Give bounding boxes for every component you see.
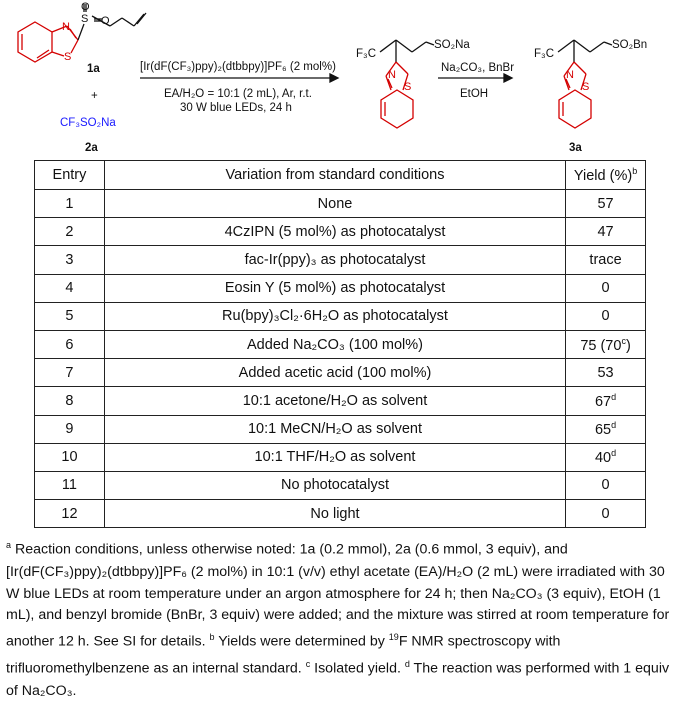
- yield-cell: [566, 274, 646, 302]
- yield-cell-text: 65: [594, 422, 612, 438]
- yield-cell: [566, 246, 646, 274]
- entry-cell-text: 3: [65, 251, 74, 268]
- table-row: [35, 443, 646, 471]
- catalyst-label: [Ir(dF(CF₃)ppy)₂(dtbbpy)]PF₆ (2 mol%): [140, 61, 336, 73]
- yield-cell: [566, 359, 646, 387]
- table-row: [35, 246, 646, 274]
- variation-cell: [104, 387, 565, 415]
- entry-cell: [35, 330, 105, 358]
- atom-S: S: [64, 51, 72, 63]
- entry-cell-text: 8: [65, 392, 74, 409]
- intermediate-cf3: F₃C: [356, 48, 377, 60]
- variation-cell: [104, 500, 565, 528]
- footnote-d: The reaction was performed with 1 equiv of Na₂CO₃.: [6, 660, 670, 699]
- footnote-mark: a: [6, 540, 12, 550]
- variation-cell-text: 4CzIPN (5 mol%) as photocatalyst: [224, 223, 446, 240]
- yield-cell-text: 47: [597, 223, 614, 240]
- atom-N: N: [62, 21, 70, 33]
- variation-cell: [104, 218, 565, 246]
- variation-cell-text: fac-Ir(ppy)₃ as photocatalyst: [244, 251, 426, 268]
- atom-S: S: [582, 81, 590, 93]
- yield-cell-text: 0: [601, 308, 610, 325]
- atom-S: S: [81, 13, 89, 25]
- table-header-row: [35, 161, 646, 190]
- reactant-2a-formula: CF₃SO₂Na: [60, 117, 116, 129]
- footnote-a: Reaction conditions, unless otherwise noted: 1a (0.2 mmol), 2a (0.6 mmol, 3 equiv), and [Ir(dF(CF₃)ppy)₂(dtbbpy)]PF₆ (2 mol%) in 10:1 (v/v) ethyl acetate (EA)/H₂O (2 mL) were irradiated with 30 W blue LEDs at room temperature under an argon atmosphere for 24 h; then Na₂CO₃ (3 equiv), EtOH (1 mL), and benzyl bromide (BnBr, 3 equiv) were added; and the mixture was stirred at room temperature for another 12 h. See SI for details.: [6, 541, 670, 651]
- footnote-c: Isolated yield.: [310, 660, 401, 677]
- footnote-mark: d: [611, 420, 617, 431]
- table-row: [35, 330, 646, 358]
- variation-cell-text: 10:1 MeCN/H₂O as solvent: [247, 421, 423, 438]
- header-yield: [566, 161, 646, 190]
- table-row: [35, 415, 646, 443]
- variation-cell: [104, 190, 565, 218]
- variation-cell: [104, 443, 565, 471]
- variation-cell-text: No photocatalyst: [280, 477, 389, 494]
- plus-sign: +: [91, 90, 98, 102]
- entry-cell-text: 4: [65, 280, 74, 297]
- atom-O: O: [81, 1, 90, 13]
- intermediate-benzothiazole: [381, 62, 413, 128]
- entry-cell: [35, 218, 105, 246]
- variation-cell-text: 10:1 acetone/H₂O as solvent: [242, 392, 428, 409]
- variation-cell: [104, 471, 565, 499]
- variation-cell: [104, 274, 565, 302]
- yield-cell-text: 57: [597, 195, 614, 212]
- table-row: [35, 274, 646, 302]
- variation-cell-text: Eosin Y (5 mol%) as photocatalyst: [224, 280, 446, 297]
- variation-cell: [104, 330, 565, 358]
- optimization-table: [34, 160, 646, 528]
- reaction-scheme: [0, 0, 680, 160]
- yield-cell: [566, 415, 646, 443]
- product-benzothiazole: [559, 62, 591, 128]
- variation-cell: [104, 359, 565, 387]
- variation-cell-text: No light: [310, 505, 360, 522]
- nmr-isotope: 19: [388, 632, 399, 643]
- yield-cell: [566, 500, 646, 528]
- entry-cell: [35, 415, 105, 443]
- footnote-mark: b: [209, 632, 215, 643]
- entry-cell: [35, 471, 105, 499]
- table-footnote: [6, 535, 680, 703]
- yield-cell-text: 53: [597, 364, 614, 381]
- yield-tail: ): [625, 337, 631, 354]
- product-3a-label: 3a: [569, 142, 582, 154]
- entry-cell-text: 5: [65, 308, 74, 325]
- variation-cell-text: Ru(bpy)₃Cl₂·6H₂O as photocatalyst: [222, 308, 448, 325]
- footnote-mark: c: [621, 335, 626, 346]
- entry-cell-text: 1: [65, 195, 74, 212]
- yield-cell: [566, 218, 646, 246]
- entry-cell: [35, 500, 105, 528]
- atom-N: N: [566, 69, 574, 81]
- table-row: [35, 387, 646, 415]
- table-row: [35, 471, 646, 499]
- entry-cell: [35, 302, 105, 330]
- table-row: [35, 302, 646, 330]
- header-variation: Variation from standard conditions: [104, 161, 565, 190]
- variation-cell-text: Added Na₂CO₃ (100 mol%): [247, 336, 423, 353]
- footnote-b-cont: F NMR spectroscopy with trifluoromethylbenzene as an internal standard.: [6, 634, 561, 677]
- yield-cell-text: 75 (70: [580, 337, 622, 354]
- variation-cell-text: 10:1 THF/H₂O as solvent: [254, 449, 416, 466]
- variation-cell-text: None: [317, 195, 353, 212]
- entry-cell: [35, 190, 105, 218]
- entry-cell-text: 2: [65, 223, 74, 240]
- entry-cell-text: 6: [65, 336, 74, 353]
- variation-cell: [104, 302, 565, 330]
- header-entry: Entry: [35, 161, 105, 190]
- yield-cell-text: 0: [601, 280, 610, 297]
- atom-S: S: [404, 81, 412, 93]
- entry-cell: [35, 359, 105, 387]
- yield-cell: [566, 387, 646, 415]
- variation-cell: [104, 415, 565, 443]
- atom-O: O: [101, 15, 110, 27]
- yield-cell-text: 0: [601, 505, 610, 522]
- yield-cell: [566, 330, 646, 358]
- variation-cell: [104, 246, 565, 274]
- product-sulfone: SO₂Bn: [612, 39, 648, 51]
- step2-reagents: Na₂CO₃, BnBr: [441, 62, 515, 74]
- entry-cell: [35, 274, 105, 302]
- reactant-1a-label: 1a: [87, 63, 100, 75]
- yield-cell: [566, 302, 646, 330]
- footnote-mark: d: [611, 448, 617, 459]
- footnote-mark: c: [305, 659, 311, 669]
- variation-cell-text: Added acetic acid (100 mol%): [238, 364, 432, 381]
- yield-cell-text: 40: [594, 450, 612, 467]
- yield-cell-text: 67: [594, 393, 612, 410]
- product-cf3: F₃C: [534, 48, 555, 60]
- entry-cell-text: 11: [61, 477, 77, 494]
- yield-cell: [566, 443, 646, 471]
- entry-cell-text: 12: [61, 505, 78, 522]
- yield-cell-text: trace: [589, 251, 622, 268]
- intermediate-sulfinate: SO₂Na: [434, 39, 470, 51]
- entry-cell-text: 7: [65, 364, 74, 381]
- atom-N: N: [388, 69, 396, 81]
- footnote-mark: d: [404, 659, 410, 669]
- table-row: [35, 359, 646, 387]
- yield-cell: [566, 190, 646, 218]
- solvent-label: EA/H₂O = 10:1 (2 mL), Ar, r.t.: [164, 88, 312, 100]
- entry-cell-text: 9: [65, 421, 74, 438]
- yield-cell-text: 0: [601, 477, 610, 494]
- reactant-2a-label: 2a: [85, 142, 98, 154]
- table-row: [35, 190, 646, 218]
- table-row: [35, 500, 646, 528]
- header-yield-text: Yield (%): [573, 167, 633, 184]
- entry-cell: [35, 443, 105, 471]
- step2-solvent: EtOH: [460, 88, 489, 100]
- entry-cell: [35, 387, 105, 415]
- table-row: [35, 218, 646, 246]
- yield-cell: [566, 471, 646, 499]
- footnote-mark: d: [611, 391, 617, 402]
- footnote-mark: b: [632, 166, 638, 177]
- entry-cell: [35, 246, 105, 274]
- light-label: 30 W blue LEDs, 24 h: [180, 102, 292, 114]
- entry-cell-text: 10: [61, 449, 78, 466]
- footnote-b: Yields were determined by: [214, 634, 389, 651]
